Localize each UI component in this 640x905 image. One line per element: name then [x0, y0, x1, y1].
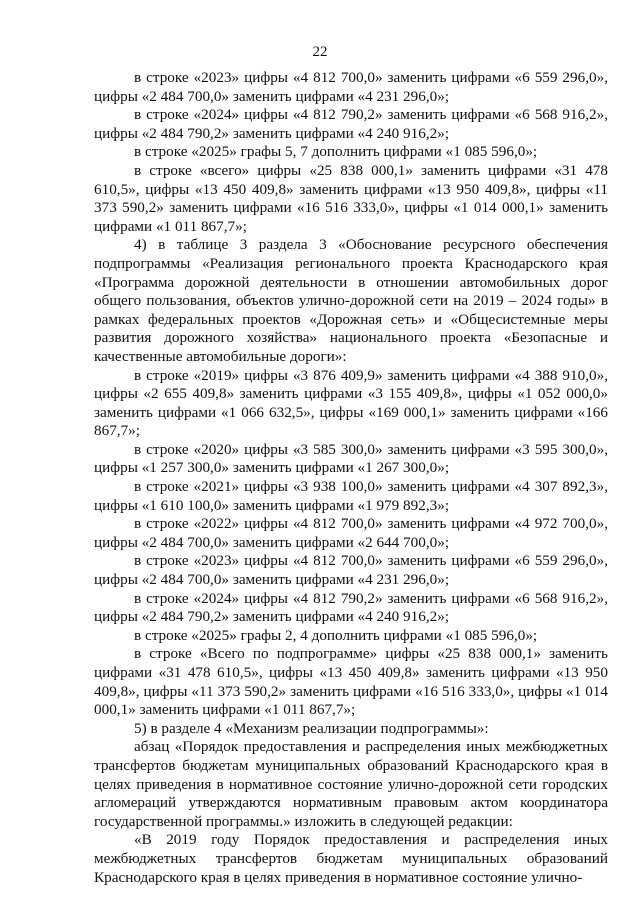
paragraph-new-edition: «В 2019 году Порядок предоставления и распределения иных межбюджетных трансфертов бюджетам муниципальных образований Краснодарского края в целях приведения в нормативное состояние улично-	[94, 831, 608, 886]
paragraph-row-2023-b: в строке «2023» цифры «4 812 700,0» заменить цифрами «6 559 296,0», цифры «2 484 700,0» заменить цифрами «4 231 296,0»;	[94, 552, 608, 589]
paragraph-row-subprogram-total: в строке «Всего по подпрограмме» цифры «25 838 000,1» заменить цифрами «31 478 610,5», цифры «13 450 409,8» заменить цифрами «13 950 409,8», цифры «11 373 590,2» заменить цифрами «16 516 333,0», цифры «1 014 000,1» заменить цифрами «1 011 867,7»;	[94, 645, 608, 719]
paragraph-row-2020: в строке «2020» цифры «3 585 300,0» заменить цифрами «3 595 300,0», цифры «1 257 300,0» заменить цифрами «1 267 300,0»;	[94, 440, 608, 477]
paragraph-item-4: 4) в таблице 3 раздела 3 «Обоснование ресурсного обеспечения подпрограммы «Реализация регионального проекта Краснодарского края «Программа дорожной деятельности в отношении автомобильных дорог общего пользования, объектов улично-дорожной сети на 2019 – 2024 годы» в рамках федеральных проектов «Дорожная сеть» и «Общесистемные меры развития дорожного хозяйства» национального проекта «Безопасные и качественные автомобильные дороги»:	[94, 236, 608, 365]
paragraph-abzats: абзац «Порядок предоставления и распределения иных межбюджетных трансфертов бюджетам муниципальных образований Краснодарского края в целях приведения в нормативное состояние улично-дорожной сети городских агломераций утверждаются нормативным правовым актом координатора государственной программы.» изложить в следующей редакции:	[94, 738, 608, 830]
paragraph-row-2025: в строке «2025» графы 5, 7 дополнить цифрами «1 085 596,0»;	[134, 143, 538, 161]
page-number: 22	[312, 44, 328, 60]
paragraph-row-2021: в строке «2021» цифры «3 938 100,0» заменить цифрами «4 307 892,3», цифры «1 610 100,0» заменить цифрами «1 979 892,3»;	[94, 478, 608, 514]
paragraph-item-5: 5) в разделе 4 «Механизм реализации подпрограммы»:	[134, 719, 489, 737]
paragraph-row-2022: в строке «2022» цифры «4 812 700,0» заменить цифрами «4 972 700,0», цифры «2 484 700,0» заменить цифрами «2 644 700,0»;	[94, 515, 608, 551]
paragraph-row-2024: в строке «2024» цифры «4 812 790,2» заменить цифрами «6 568 916,2», цифры «2 484 790,2» заменить цифрами «4 240 916,2»;	[94, 106, 608, 142]
paragraph-row-total: в строке «всего» цифры «25 838 000,1» заменить цифрами «31 478 610,5», цифры «13 450 409,8» заменить цифрами «13 950 409,8», цифры «11 373 590,2» заменить цифрами «16 516 333,0», цифры «1 014 000,1» заменить цифрами «1 011 867,7»;	[94, 161, 608, 235]
document-body	[94, 69, 608, 887]
paragraph-row-2023: в строке «2023» цифры «4 812 700,0» заменить цифрами «6 559 296,0», цифры «2 484 700,0» заменить цифрами «4 231 296,0»;	[94, 69, 608, 105]
paragraph-row-2019: в строке «2019» цифры «3 876 409,9» заменить цифрами «4 388 910,0», цифры «2 655 409,8» заменить цифрами «3 155 409,8», цифры «1 052 000,0» заменить цифрами «1 066 632,5», цифры «169 000,1» заменить цифрами «166 867,7»;	[94, 366, 608, 440]
paragraph-row-2025-b: в строке «2025» графы 2, 4 дополнить цифрами «1 085 596,0»;	[134, 626, 538, 644]
paragraph-row-2024-b: в строке «2024» цифры «4 812 790,2» заменить цифрами «6 568 916,2», цифры «2 484 790,2» заменить цифрами «4 240 916,2»;	[94, 589, 608, 626]
